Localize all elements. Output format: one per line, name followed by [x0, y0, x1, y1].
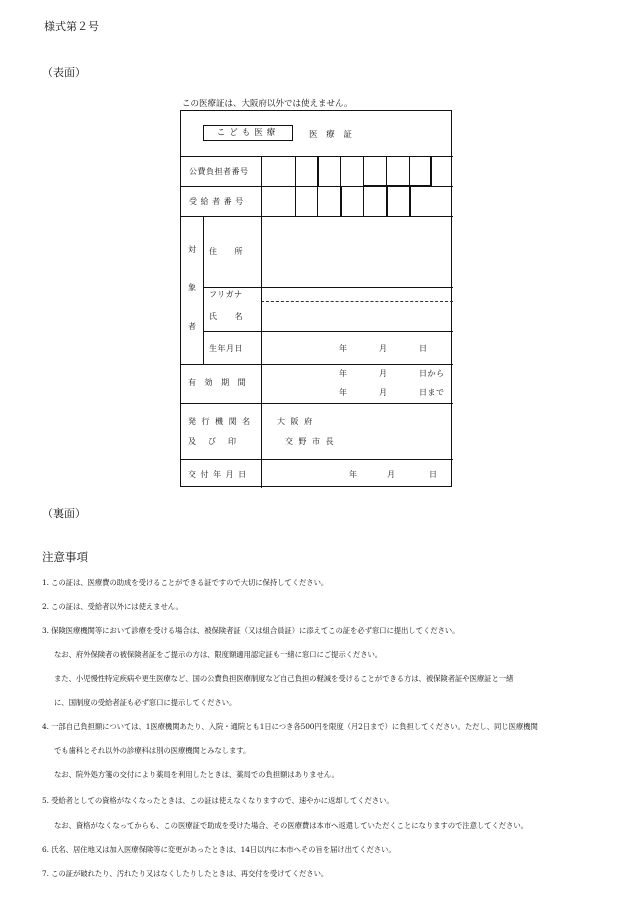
form-number: 様式第２号	[44, 20, 99, 33]
back-side-label: （裏面）	[42, 507, 86, 520]
digit-cell-divider	[295, 156, 296, 216]
front-side-label: （表面）	[42, 66, 86, 79]
issuer-label-line2: 及 び 印	[188, 437, 238, 446]
digit-cell-divider	[386, 186, 388, 216]
issuer-label-line1: 発 行 機 関 名	[188, 417, 252, 426]
public-burden-number-label: 公費負担者番号	[189, 167, 249, 176]
valid-from-year: 年	[339, 369, 348, 378]
digit-cell-divider	[409, 186, 411, 216]
valid-from-day: 日から	[419, 369, 445, 378]
note-line: でも歯科とそれ以外の診療科は別の医療機関とみなします。	[54, 746, 251, 755]
issuer-prefecture: 大 阪 府	[277, 417, 314, 426]
note-line: 6. 氏名、居住地又は加入医療保険等に変更があったときは、14日以内に本市へその旨を届け出てください。	[42, 845, 396, 854]
note-line: 7. この証が破れたり、汚れたり又はなくしたりしたときは、再交付を受けてください。	[42, 869, 329, 878]
digit-cell-divider	[431, 156, 432, 186]
furigana-dashed-divider	[261, 301, 453, 302]
note-line: 1. この証は、医療費の助成を受けることができる証ですので大切に保持してください。	[42, 578, 329, 587]
valid-to-month: 月	[379, 388, 388, 397]
issue-year: 年	[349, 470, 358, 479]
digit-cell-divider	[340, 186, 342, 216]
subject-column-divider	[203, 216, 204, 364]
divider	[181, 403, 453, 404]
divider	[203, 287, 453, 288]
notes-title: 注意事項	[42, 550, 88, 564]
card-type-box: こども医療	[203, 125, 293, 141]
label-column-divider	[261, 216, 262, 488]
address-label: 住 所	[209, 247, 243, 256]
label-column-divider	[261, 156, 262, 216]
digit-cell-divider	[363, 186, 364, 216]
birth-year: 年	[339, 344, 348, 353]
valid-from-month: 月	[379, 369, 388, 378]
divider	[181, 364, 453, 365]
digit-cell-divider	[317, 186, 318, 216]
note-line: また、小児慢性特定疾病や更生医療など、国の公費負担医療制度など自己負担の軽減を受けることができる方は、被保険者証や医療証と一緒	[54, 674, 514, 683]
birth-month: 月	[379, 344, 388, 353]
valid-to-year: 年	[339, 388, 348, 397]
birth-day: 日	[419, 344, 428, 353]
note-line: なお、資格がなくなってからも、この医療証で助成を受けた場合、その医療費は本市へ返還していただくことになりますので注意してください。	[54, 821, 528, 830]
medical-card	[180, 110, 452, 487]
name-label: 氏 名	[209, 312, 243, 321]
note-line: 2. この証は、受給者以外には使えません。	[42, 602, 183, 611]
divider	[181, 459, 453, 460]
recipient-number-label: 受 給 者 番 号	[189, 197, 244, 206]
note-line: なお、府外保険者の被保険者証をご提示の方は、限度額適用認定証も一緒に窓口にご提示ください。	[54, 650, 383, 659]
digit-cell-divider	[317, 156, 319, 186]
subject-char-2: 象	[188, 283, 197, 292]
subject-char-1: 対	[188, 245, 197, 254]
thick-digit-box	[363, 156, 431, 186]
subject-char-3: 者	[188, 322, 197, 331]
note-line: 3. 保険医療機関等において診療を受ける場合は、被保険者証（又は組合員証）に添えてこの証を必ず窓口に提出してください。	[42, 626, 460, 635]
issuer-mayor: 交 野 市 長	[285, 437, 336, 446]
birthdate-label: 生年月日	[209, 344, 243, 353]
note-line: 4. 一部自己負担額については、1医療機関あたり、入院・通院とも1日につき各500円を限度（月2日まで）に負担してください。ただし、同じ医療機関	[42, 722, 538, 731]
divider	[203, 331, 453, 332]
furigana-label: フリガナ	[209, 290, 243, 299]
note-line: なお、院外処方箋の交付により薬局を利用したときは、薬局での負担額はありません。	[54, 770, 339, 779]
note-line: 5. 受給者としての資格がなくなったときは、この証は使えなくなりますので、速やかに返却してください。	[42, 796, 394, 805]
note-line: に、国制度の受給者証も必ず窓口に提示してください。	[54, 698, 237, 707]
issue-month: 月	[387, 470, 396, 479]
issue-date-label: 交 付 年 月 日	[188, 470, 248, 479]
issue-day: 日	[429, 470, 438, 479]
card-caption: この医療証は、大阪府以外では使えません。	[182, 99, 353, 109]
card-title: 医 療 証	[309, 130, 355, 140]
divider	[181, 216, 453, 217]
valid-to-day: 日まで	[419, 388, 445, 397]
validity-label: 有 効 期 間	[188, 378, 249, 387]
